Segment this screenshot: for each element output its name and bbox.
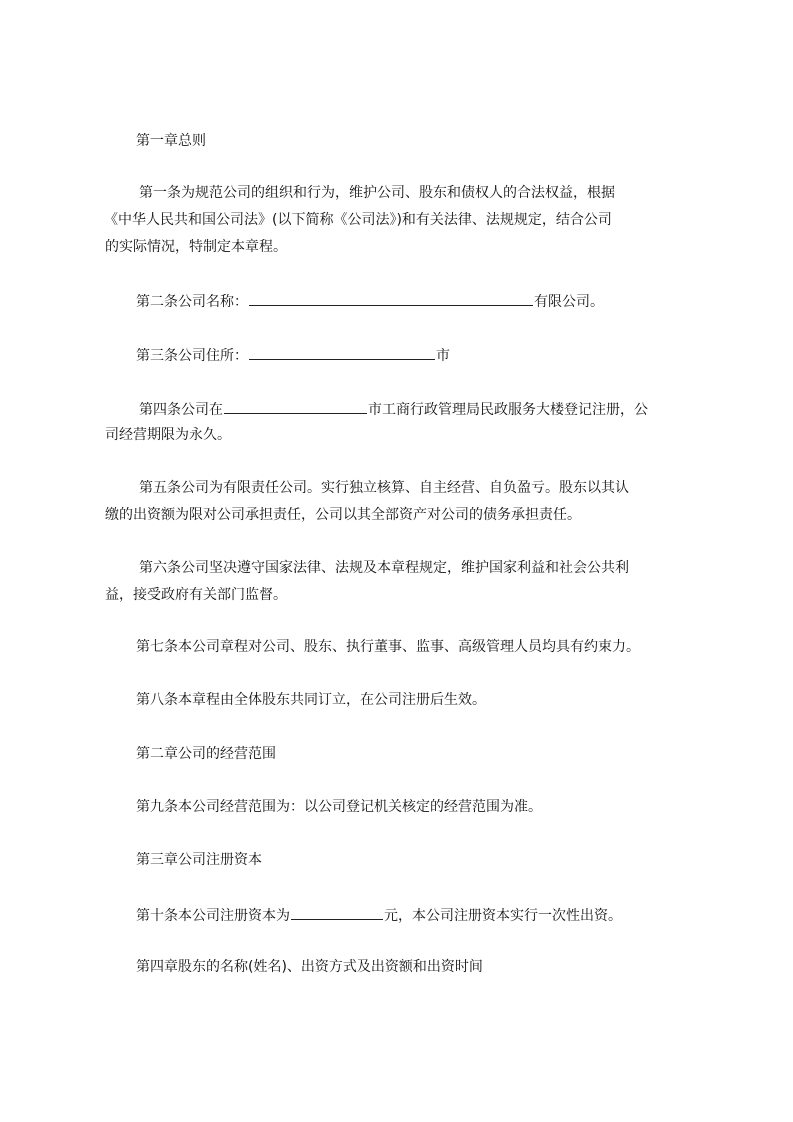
article-5-line-2: 缴的出资额为限对公司承担责任，公司以其全部资产对公司的债务承担责任。: [105, 507, 581, 523]
article-2-suffix: 有限公司。: [534, 294, 604, 310]
article-4-text: 市工商行政管理局民政服务大楼登记注册，公: [368, 402, 648, 418]
article-4-line-2: 司经营期限为永久。: [105, 427, 231, 443]
article-1-line-2: 《中华人民共和国公司法》(以下简称《公司法》)和有关法律、法规规定，结合公司: [104, 212, 612, 228]
article-6-line-2: 益，接受政府有关部门监督。: [105, 587, 287, 603]
article-10-label: 第十条本公司注册资本为: [136, 908, 290, 924]
article-3-label: 第三条公司住所：: [136, 348, 248, 364]
article-1-line-3: 的实际情况，特制定本章程。: [105, 239, 287, 255]
article-4-label: 第四条公司在: [139, 402, 223, 418]
registered-capital-blank: [291, 904, 383, 920]
chapter-1-heading: 第一章总则: [136, 133, 206, 149]
company-address-blank: [249, 344, 435, 360]
article-10-text: 元，本公司注册资本实行一次性出资。: [384, 908, 622, 924]
article-4-line-1: [139, 398, 648, 418]
article-5-line-1: 第五条公司为有限责任公司。实行独立核算、自主经营、自负盈亏。股东以其认: [139, 480, 629, 496]
article-2-label: 第二条公司名称：: [136, 294, 248, 310]
article-1-line-1: 第一条为规范公司的组织和行为，维护公司、股东和债权人的合法权益，根据: [139, 185, 615, 201]
article-10: [136, 904, 622, 924]
registration-city-blank: [224, 398, 367, 414]
article-9: 第九条本公司经营范围为：以公司登记机关核定的经营范围为准。: [136, 799, 542, 815]
chapter-4-heading: 第四章股东的名称(姓名)、出资方式及出资额和出资时间: [136, 959, 483, 975]
company-name-blank: [249, 290, 533, 306]
article-6-line-1: 第六条公司坚决遵守国家法律、法规及本章程规定，维护国家利益和社会公共利: [139, 560, 629, 576]
article-7: 第七条本公司章程对公司、股东、执行董事、监事、高级管理人员均具有约束力。: [136, 639, 640, 655]
article-3: [136, 344, 450, 364]
article-3-suffix: 市: [436, 348, 450, 364]
article-8: 第八条本章程由全体股东共同订立，在公司注册后生效。: [136, 692, 486, 708]
article-2: [136, 290, 604, 310]
chapter-2-heading: 第二章公司的经营范围: [136, 746, 276, 762]
chapter-3-heading: 第三章公司注册资本: [136, 852, 262, 868]
